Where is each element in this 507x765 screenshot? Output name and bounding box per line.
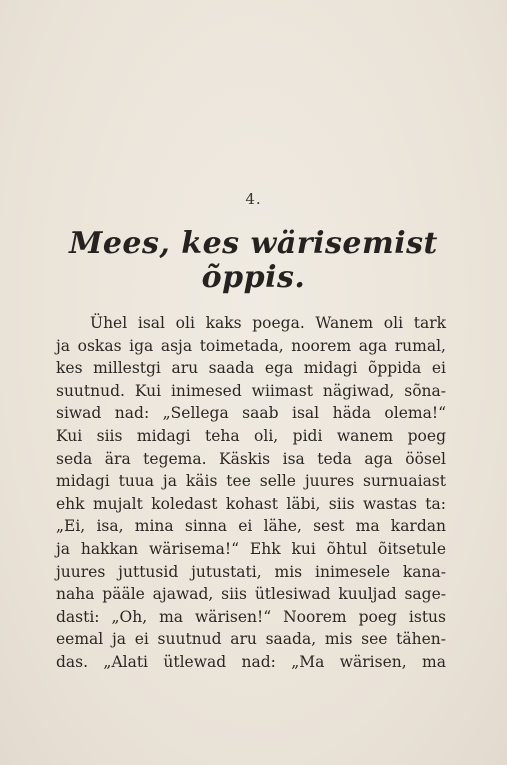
text-line: kes millestgi aru saada ega midagi õppida ei: [56, 359, 446, 378]
text-line: juures juttusid jutustati, mis inimesele kana-: [56, 562, 446, 581]
text-line: seda ära tegema. Käskis isa teda aga öösel: [56, 449, 446, 468]
text-line: eemal ja ei suutnud aru saada, mis see tähen-: [56, 630, 446, 649]
text-line: naha pääle ajawad, siis ütlesiwad kuuljad sage-: [56, 585, 446, 604]
text-line: Kui siis midagi teha oli, pidi wanem poeg: [56, 426, 446, 445]
text-line: ja oskas iga asja toimetada, noorem aga rumal,: [56, 336, 446, 355]
text-line: das. „Alati ütlewad nad: „Ma wärisen, ma: [56, 652, 446, 671]
text-line: „Ei, isa, mina sinna ei lähe, sest ma kardan: [56, 517, 446, 536]
body-text: [56, 312, 446, 674]
chapter-title-line-2: õppis.: [201, 260, 306, 295]
text-line: midagi tuua ja käis tee selle juures surnuaiast: [56, 472, 446, 491]
chapter-number: 4.: [245, 190, 262, 208]
text-line: siwad nad: „Sellega saab isal häda olema!“: [56, 404, 446, 423]
text-line: dasti: „Oh, ma wärisen!“ Noorem poeg istus: [56, 607, 446, 626]
text-line: Ühel isal oli kaks poega. Wanem oli tark: [90, 314, 446, 332]
text-line: ehk mujalt koledast kohast läbi, siis wastas ta:: [56, 494, 446, 513]
text-line: ja hakkan wärisema!“ Ehk kui õhtul õitsetule: [56, 539, 446, 558]
chapter-title-line-1: Mees, kes wärisemist: [69, 226, 438, 261]
text-line: suutnud. Kui inimesed wiimast nägiwad, sõna-: [56, 381, 446, 400]
